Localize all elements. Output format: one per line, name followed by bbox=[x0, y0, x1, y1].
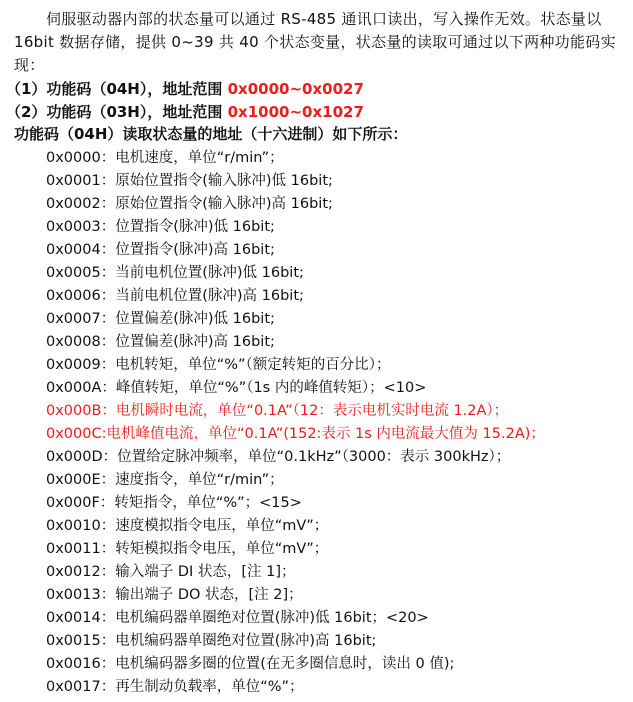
register-description: ：峰值转矩，单位“%”（1s 内的峰值转矩）；<10> bbox=[101, 380, 427, 396]
intro-paragraph: 伺服驱动器内部的状态量可以通过 RS-485 通讯口读出，写入操作无效。状态量以 16bit 数据存储，提供 0~39 共 40 个状态变量，状态量的读取可通过以下两种功能码实现： bbox=[14, 10, 616, 74]
register-row bbox=[46, 354, 628, 377]
register-address: 0x0013 bbox=[46, 587, 101, 603]
register-address: 0x000C bbox=[46, 426, 102, 442]
register-description: ：位置偏差(脉冲)低 16bit; bbox=[100, 311, 275, 327]
register-description: ：当前电机位置(脉冲)低 16bit; bbox=[100, 265, 304, 281]
register-row bbox=[46, 423, 628, 446]
register-description: ：电机编码器单圈绝对位置(脉冲)低 16bit；<20> bbox=[100, 610, 429, 626]
register-row bbox=[46, 285, 628, 308]
register-row bbox=[46, 262, 628, 285]
register-row bbox=[46, 561, 628, 584]
register-description: ：电机编码器多圈的位置(在无多圈信息时，读出 0 值); bbox=[100, 656, 455, 672]
function-code-2 bbox=[6, 101, 364, 122]
register-address: 0x0014 bbox=[46, 610, 101, 626]
register-row bbox=[46, 653, 628, 676]
register-row bbox=[46, 515, 628, 538]
register-address: 0x0004 bbox=[46, 242, 101, 258]
register-description: ：当前电机位置(脉冲)高 16bit; bbox=[100, 288, 304, 304]
register-description: ：再生制动负载率，单位“%”； bbox=[100, 679, 304, 695]
register-description: ：位置偏差(脉冲)高 16bit; bbox=[100, 334, 275, 350]
register-row bbox=[46, 676, 628, 699]
register-description: ：电机速度，单位“r/min”； bbox=[100, 150, 284, 166]
register-address: 0x000A bbox=[46, 380, 102, 396]
register-row bbox=[46, 584, 628, 607]
register-address: 0x0012 bbox=[46, 564, 101, 580]
register-row bbox=[46, 630, 628, 653]
register-address: 0x0007 bbox=[46, 311, 101, 327]
function-code-2-label: （2）功能码（03H），地址范围 bbox=[6, 103, 228, 121]
function-code-1-label: （1）功能码（04H），地址范围 bbox=[6, 80, 228, 98]
register-row bbox=[46, 216, 628, 239]
register-address: 0x0011 bbox=[46, 541, 101, 557]
register-row bbox=[46, 170, 628, 193]
register-address: 0x0005 bbox=[46, 265, 101, 281]
register-address: 0x0015 bbox=[46, 633, 101, 649]
register-row bbox=[46, 147, 628, 170]
register-description: ：输入端子 DI 状态，[注 1]； bbox=[100, 564, 296, 580]
register-address: 0x000F bbox=[46, 495, 100, 511]
register-address: 0x0016 bbox=[46, 656, 101, 672]
register-description: ：输出端子 DO 状态，[注 2]； bbox=[100, 587, 303, 603]
register-address: 0x0009 bbox=[46, 357, 101, 373]
register-address: 0x0000 bbox=[46, 150, 101, 166]
register-description: ：电机编码器单圈绝对位置(脉冲)高 16bit; bbox=[100, 633, 377, 649]
register-row bbox=[46, 446, 628, 469]
register-address: 0x000B bbox=[46, 403, 102, 419]
register-description: ：转矩指令，单位“%”；<15> bbox=[99, 495, 302, 511]
register-row bbox=[46, 193, 628, 216]
register-address: 0x000E bbox=[46, 472, 101, 488]
register-row bbox=[46, 469, 628, 492]
register-address: 0x0006 bbox=[46, 288, 101, 304]
register-description: ：位置给定脉冲频率，单位“0.1kHz”（3000：表示 300kHz）； bbox=[102, 449, 511, 465]
register-row bbox=[46, 377, 628, 400]
register-description: ：速度模拟指令电压，单位“mV”； bbox=[100, 518, 329, 534]
register-row bbox=[46, 239, 628, 262]
register-description: :电机峰值电流，单位“0.1A”(152:表示 1s 内电流最大值为 15.2A)； bbox=[101, 426, 545, 442]
register-address: 0x000D bbox=[46, 449, 103, 465]
register-address: 0x0017 bbox=[46, 679, 101, 695]
register-row bbox=[46, 400, 628, 423]
register-row bbox=[46, 331, 628, 354]
register-description: ：速度指令，单位“r/min”； bbox=[100, 472, 284, 488]
register-description: ：电机瞬时电流，单位“0.1A”（12：表示电机实时电流 1.2A）； bbox=[101, 403, 509, 419]
function-code-1 bbox=[6, 78, 364, 99]
register-address: 0x0008 bbox=[46, 334, 101, 350]
register-row bbox=[46, 607, 628, 630]
section-heading: 功能码（04H）读取状态量的地址（十六进制）如下所示： bbox=[14, 125, 408, 143]
register-description: ：原始位置指令(输入脉冲)高 16bit; bbox=[100, 196, 333, 212]
register-row bbox=[46, 308, 628, 331]
register-description: ：转矩模拟指令电压，单位“mV”； bbox=[100, 541, 329, 557]
register-address: 0x0002 bbox=[46, 196, 101, 212]
register-description: ：原始位置指令(输入脉冲)低 16bit; bbox=[100, 173, 333, 189]
register-list bbox=[46, 147, 628, 699]
register-row bbox=[46, 538, 628, 561]
function-code-1-range: 0x0000~0x0027 bbox=[227, 80, 364, 98]
function-code-2-range: 0x1000~0x1027 bbox=[227, 103, 364, 121]
register-description: ：位置指令(脉冲)高 16bit; bbox=[100, 242, 275, 258]
register-address: 0x0010 bbox=[46, 518, 101, 534]
register-description: ：位置指令(脉冲)低 16bit; bbox=[100, 219, 275, 235]
register-row bbox=[46, 492, 628, 515]
register-description: ：电机转矩，单位“%”（额定转矩的百分比）； bbox=[100, 357, 391, 373]
register-address: 0x0003 bbox=[46, 219, 101, 235]
register-address: 0x0001 bbox=[46, 173, 101, 189]
